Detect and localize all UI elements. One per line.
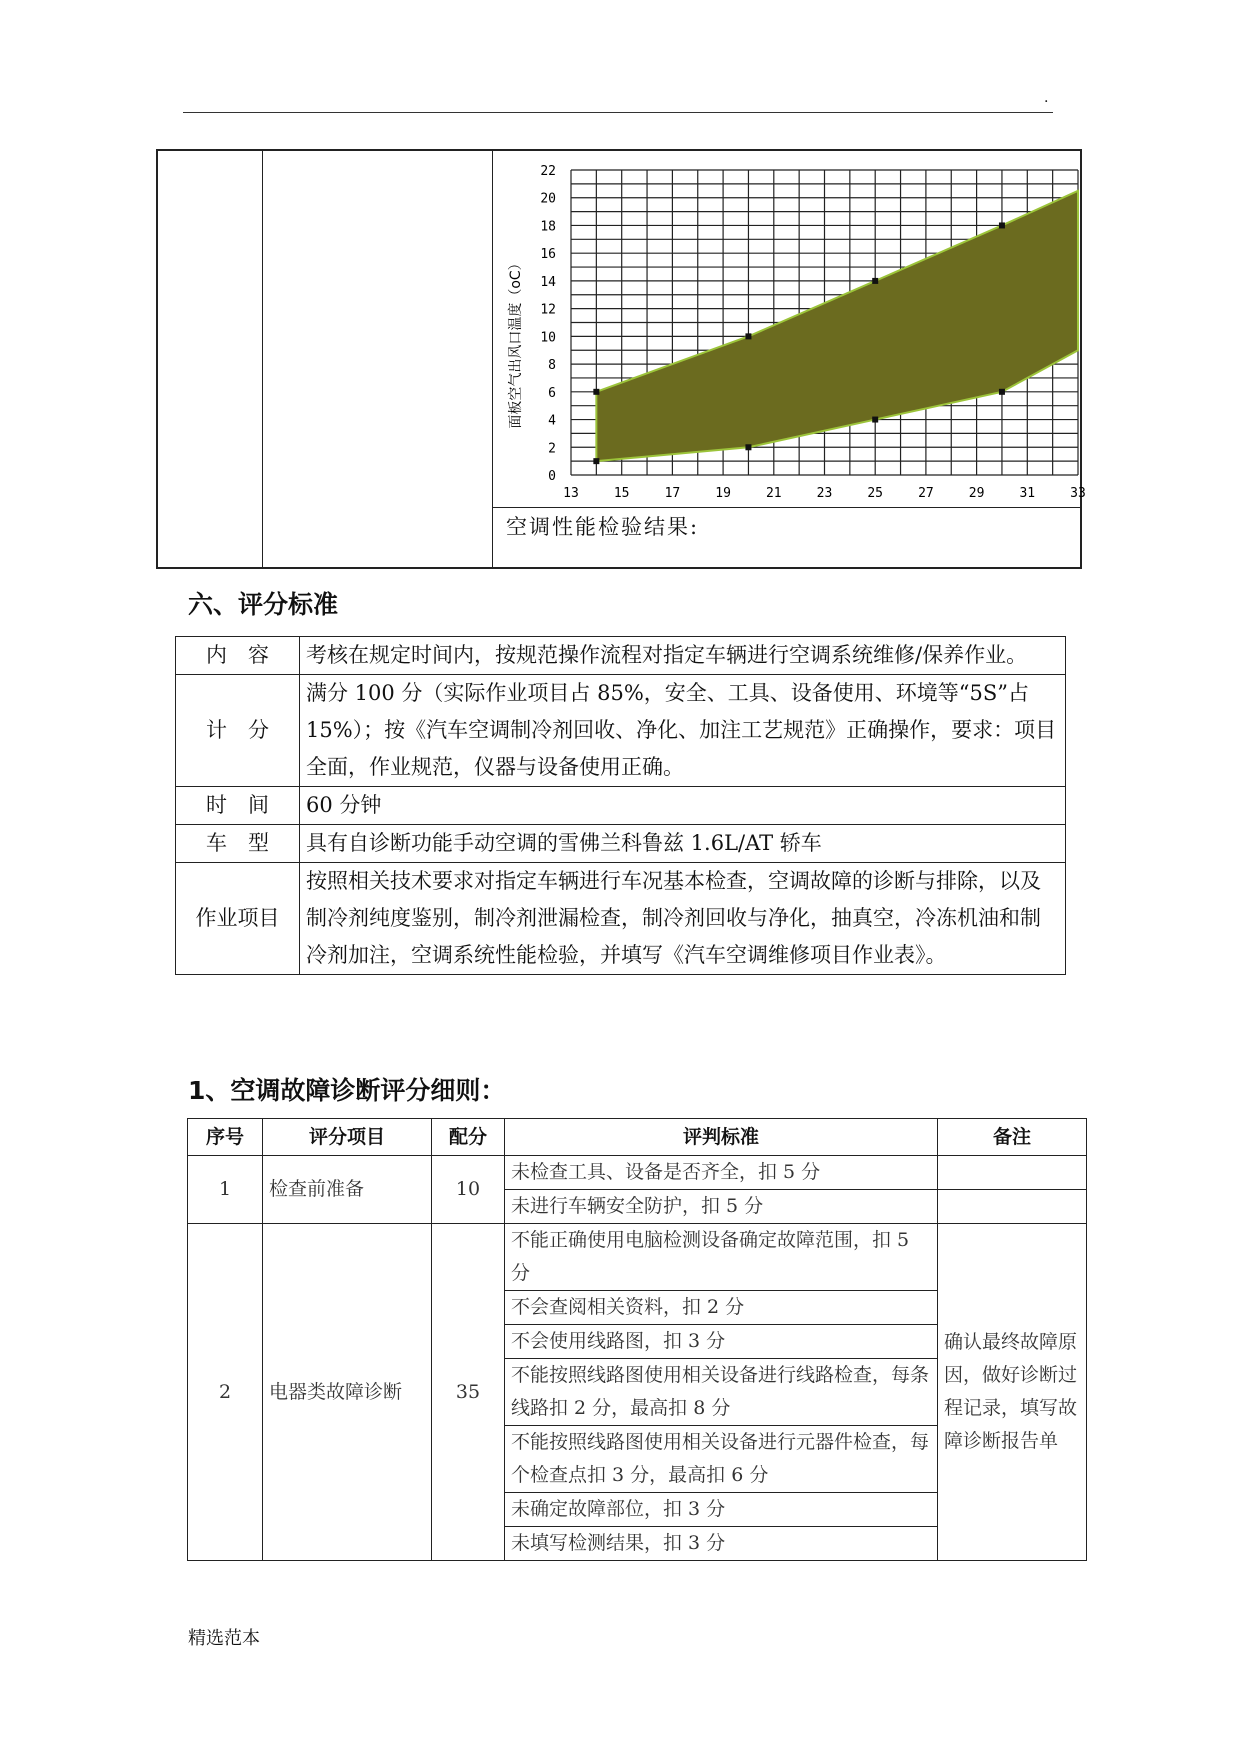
cell-criteria: 未检查工具、设备是否齐全，扣 5 分 bbox=[505, 1156, 938, 1190]
table-divider bbox=[262, 151, 263, 567]
section6-title: 六、评分标准 bbox=[188, 590, 339, 619]
row-value: 具有自诊断功能手动空调的雪佛兰科鲁兹 1.6L/AT 轿车 bbox=[300, 825, 1066, 863]
y-tick-label: 12 bbox=[540, 302, 556, 318]
cell-score: 35 bbox=[432, 1224, 505, 1561]
row-key: 内 容 bbox=[176, 637, 300, 675]
table-header-row bbox=[188, 1119, 1087, 1156]
x-tick-label: 33 bbox=[1070, 486, 1086, 501]
header-item: 评分项目 bbox=[263, 1119, 432, 1156]
table-row bbox=[176, 825, 1066, 863]
header-note: 备注 bbox=[938, 1119, 1087, 1156]
table-row bbox=[176, 787, 1066, 825]
lower-point bbox=[593, 458, 599, 464]
cell-criteria: 不会使用线路图，扣 3 分 bbox=[505, 1325, 938, 1359]
row-value: 考核在规定时间内，按规范操作流程对指定车辆进行空调系统维修/保养作业。 bbox=[300, 637, 1066, 675]
x-tick-label: 21 bbox=[765, 486, 782, 501]
row-key: 作业项目 bbox=[176, 863, 300, 975]
cell-no: 2 bbox=[188, 1224, 263, 1561]
upper-point bbox=[593, 389, 599, 395]
upper-point bbox=[999, 222, 1005, 228]
y-tick-label: 10 bbox=[540, 330, 556, 346]
result-label: 空调性能检验结果: bbox=[506, 515, 700, 539]
x-tick-label: 23 bbox=[816, 486, 833, 501]
lower-point bbox=[872, 417, 878, 423]
y-tick-label: 18 bbox=[540, 219, 556, 235]
lower-point bbox=[999, 389, 1005, 395]
table-row bbox=[176, 675, 1066, 787]
y-tick-label: 4 bbox=[548, 413, 556, 429]
fault-diagnosis-table bbox=[187, 1118, 1087, 1561]
cell-criteria: 不能按照线路图使用相关设备进行线路检查，每条线路扣 2 分，最高扣 8 分 bbox=[505, 1359, 938, 1426]
table-row bbox=[176, 863, 1066, 975]
cell-note: 确认最终故障原因，做好诊断过程记录，填写故障诊断报告单 bbox=[938, 1224, 1087, 1561]
y-tick-label: 2 bbox=[548, 441, 556, 457]
x-tick-label: 29 bbox=[968, 486, 985, 501]
x-tick-label: 15 bbox=[613, 486, 630, 501]
y-tick-label: 0 bbox=[548, 469, 556, 484]
row-key: 车 型 bbox=[176, 825, 300, 863]
row-value: 60 分钟 bbox=[300, 787, 1066, 825]
lower-point bbox=[745, 444, 751, 450]
section1-title: 1、空调故障诊断评分细则： bbox=[188, 1076, 506, 1105]
cell-note bbox=[938, 1190, 1087, 1224]
header-score: 配分 bbox=[432, 1119, 505, 1156]
cell-criteria: 不能按照线路图使用相关设备进行元器件检查，每个检查点扣 3 分，最高扣 6 分 bbox=[505, 1426, 938, 1493]
temperature-chart bbox=[493, 151, 1086, 507]
cell-score: 10 bbox=[432, 1156, 505, 1224]
upper-point bbox=[872, 278, 878, 284]
cell-note bbox=[938, 1156, 1087, 1190]
table-row bbox=[188, 1224, 1087, 1291]
scoring-standard-table bbox=[175, 636, 1066, 975]
row-value: 按照相关技术要求对指定车辆进行车况基本检查，空调故障的诊断与排除，以及制冷剂纯度鉴别，制冷剂泄漏检查，制冷剂回收与净化，抽真空，冷冻机油和制冷剂加注，空调系统性能检验，并填写《汽车空调维修项目作业表》。 bbox=[300, 863, 1066, 975]
y-tick-label: 20 bbox=[540, 191, 556, 207]
chart-svg bbox=[493, 151, 1086, 507]
cell-criteria: 未确定故障部位，扣 3 分 bbox=[505, 1493, 938, 1527]
y-tick-label: 14 bbox=[540, 274, 556, 290]
cell-criteria: 不会查阅相关资料，扣 2 分 bbox=[505, 1291, 938, 1325]
table-row bbox=[188, 1156, 1087, 1190]
row-key: 时 间 bbox=[176, 787, 300, 825]
cell-criteria: 未进行车辆安全防护，扣 5 分 bbox=[505, 1190, 938, 1224]
cell-no: 1 bbox=[188, 1156, 263, 1224]
x-tick-label: 13 bbox=[563, 486, 579, 501]
cell-criteria: 未填写检测结果，扣 3 分 bbox=[505, 1527, 938, 1561]
table-row bbox=[176, 637, 1066, 675]
x-tick-label: 17 bbox=[664, 486, 681, 501]
header-no: 序号 bbox=[188, 1119, 263, 1156]
x-tick-label: 25 bbox=[867, 486, 884, 501]
y-tick-label: 16 bbox=[540, 247, 556, 263]
header-dot: . bbox=[1044, 90, 1049, 106]
chart-table bbox=[156, 149, 1086, 569]
row-key: 计 分 bbox=[176, 675, 300, 787]
table-divider bbox=[492, 507, 1080, 508]
upper-point bbox=[745, 333, 751, 339]
header-rule bbox=[183, 112, 1053, 113]
cell-item: 检查前准备 bbox=[263, 1156, 432, 1224]
cell-item: 电器类故障诊断 bbox=[263, 1224, 432, 1561]
x-tick-label: 27 bbox=[918, 486, 934, 501]
temperature-range-area bbox=[596, 191, 1078, 461]
y-axis-label: 面板空气出风口温度（oC） bbox=[508, 256, 524, 429]
cell-criteria: 不能正确使用电脑检测设备确定故障范围，扣 5 分 bbox=[505, 1224, 938, 1291]
y-tick-label: 6 bbox=[548, 385, 556, 401]
y-tick-label: 8 bbox=[548, 358, 556, 374]
x-tick-label: 31 bbox=[1019, 486, 1036, 501]
x-tick-label: 19 bbox=[715, 486, 731, 501]
footer-text: 精选范本 bbox=[188, 1628, 260, 1649]
y-tick-label: 22 bbox=[540, 164, 556, 179]
row-value: 满分 100 分（实际作业项目占 85%，安全、工具、设备使用、环境等“5S”占 15%）；按《汽车空调制冷剂回收、净化、加注工艺规范》正确操作，要求：项目全面，作业规范，仪器与设备使用正确。 bbox=[300, 675, 1066, 787]
header-criteria: 评判标准 bbox=[505, 1119, 938, 1156]
